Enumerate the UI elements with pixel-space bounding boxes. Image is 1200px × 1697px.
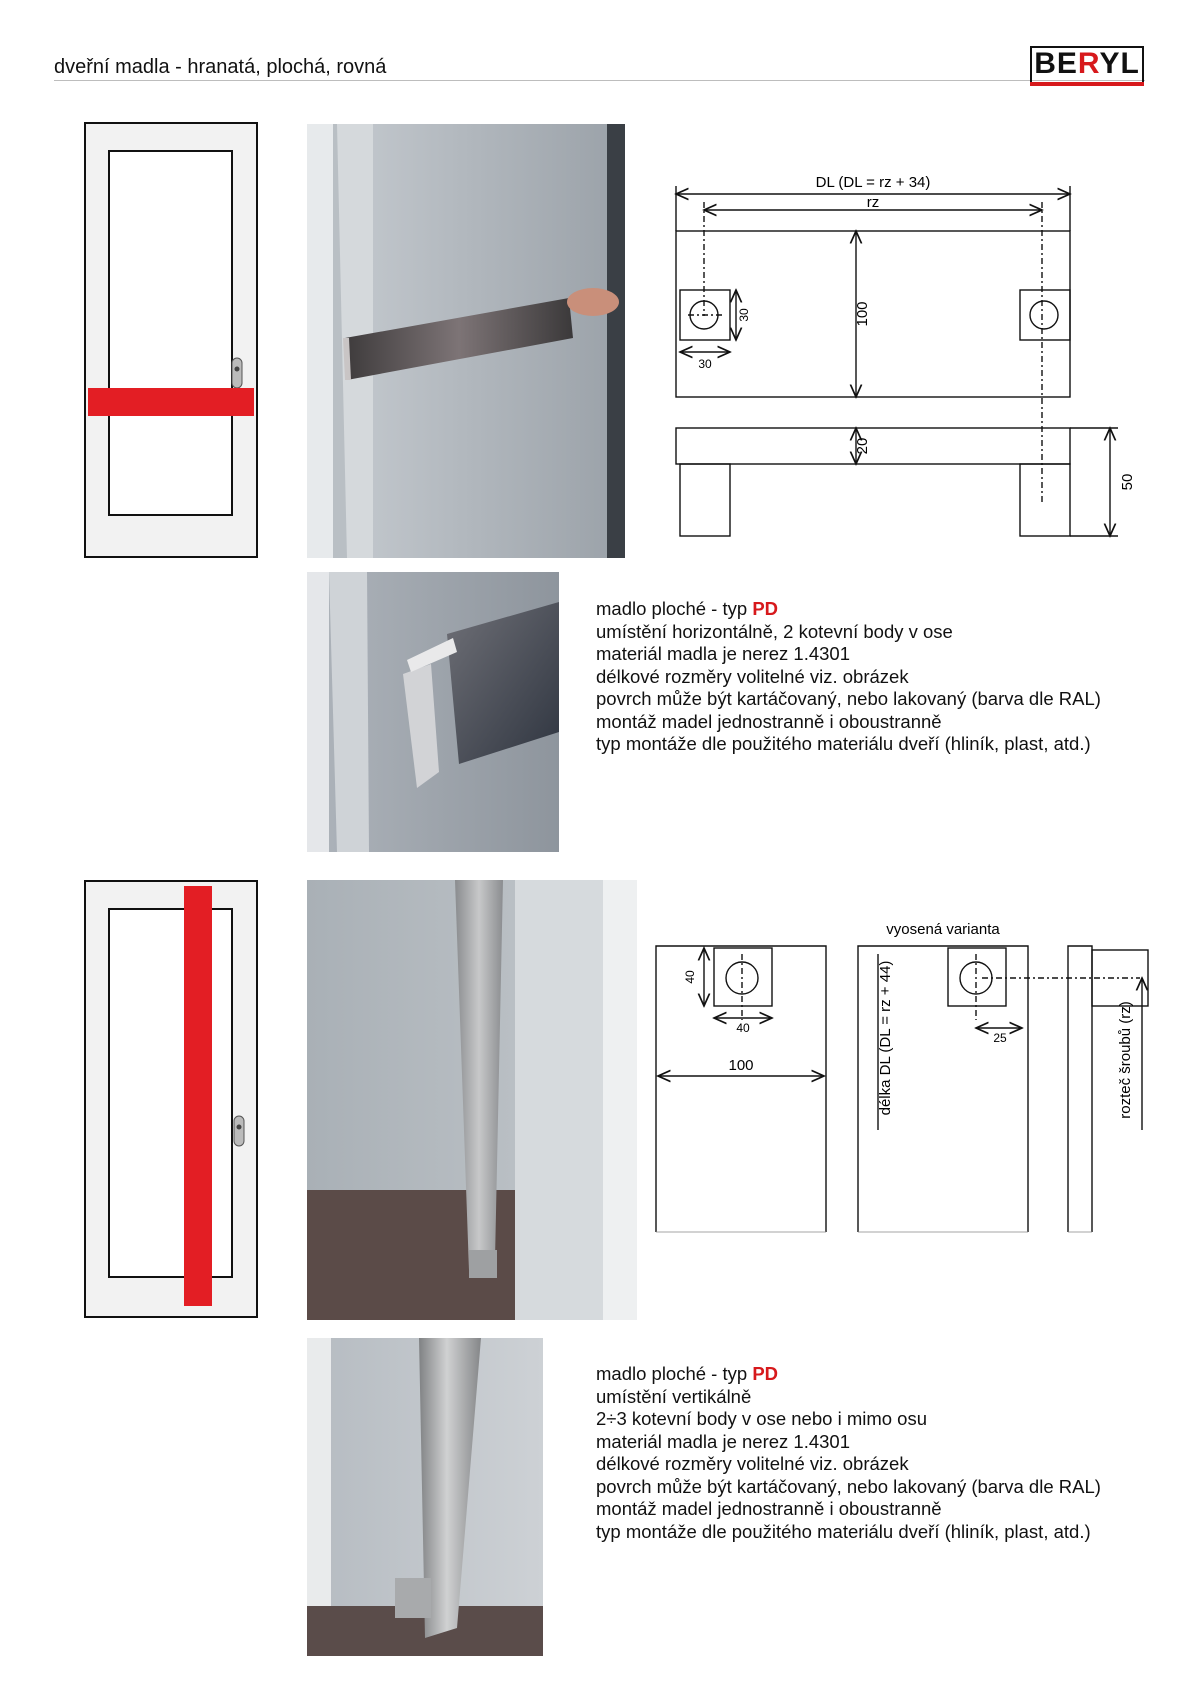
photo-horizontal-handle: [307, 124, 625, 558]
dim-pad-width-label: 30: [698, 357, 712, 371]
page-title: dveřní madla - hranatá, plochá, rovná: [54, 56, 387, 78]
description-vertical: [596, 1363, 1101, 1543]
photo-vertical-detail: [307, 1338, 543, 1656]
door-schematic-horizontal: [84, 122, 260, 560]
type-code: PD: [752, 1363, 779, 1384]
desc-line: povrch může být kartáčovaný, nebo lakovaný (barva dle RAL): [596, 688, 1101, 709]
dim-pad-height-label: 30: [737, 308, 751, 322]
logo-text-2: R: [1077, 47, 1100, 80]
desc-line: délkové rozměry volitelné viz. obrázek: [596, 665, 909, 687]
dim-depth-label: 50: [1119, 473, 1136, 491]
desc-line: [596, 1363, 1101, 1386]
desc-line: [596, 598, 1101, 621]
dim-width-label: 100: [728, 1057, 754, 1074]
variant-label: vyosená varianta: [886, 921, 1000, 938]
handle-position-marker: [88, 388, 254, 416]
dim-length-label: délka DL (DL = rz + 44): [877, 960, 894, 1116]
photo-horizontal-detail: [307, 572, 559, 852]
door-schematic-vertical: [84, 880, 260, 1320]
desc-line: umístění horizontálně, 2 kotevní body v ose: [596, 620, 953, 642]
dim-pad-width-label: 40: [736, 1021, 750, 1035]
desc-line: montáž madel jednostranně i oboustranně: [596, 710, 942, 732]
photo-vertical-handle: [307, 880, 637, 1320]
desc-line: materiál madla je nerez 1.4301: [596, 643, 851, 664]
title-divider: [54, 80, 1145, 81]
desc-line: typ montáže dle použitého materiálu dveří (hliník, plast, atd.): [596, 1520, 1091, 1542]
desc-line: materiál madla je nerez 1.4301: [596, 1430, 851, 1452]
logo-text-1: BE: [1034, 47, 1078, 80]
desc-line: montáž madel jednostranně i oboustranně: [596, 1498, 942, 1519]
desc-prefix: madlo ploché - typ: [596, 598, 753, 619]
desc-line: povrch může být kartáčovaný, nebo lakovaný (barva dle RAL): [596, 1475, 1101, 1497]
desc-line: délkové rozměry volitelné viz. obrázek: [596, 1453, 909, 1474]
beryl-logo: [1030, 46, 1144, 84]
logo-underline: [1030, 82, 1144, 86]
dim-dl-label: DL (DL = rz + 34): [815, 174, 931, 191]
dim-height-label: 100: [854, 301, 871, 327]
desc-line: 2÷3 kotevní body v ose nebo i mimo osu: [596, 1408, 928, 1429]
technical-drawing-horizontal: [660, 172, 1160, 552]
desc-prefix: madlo ploché - typ: [596, 1363, 753, 1384]
dim-offset-label: 25: [993, 1031, 1007, 1045]
handle-position-marker: [184, 886, 212, 1306]
dim-rz-label: rz: [866, 194, 880, 211]
dim-thickness-label: 20: [854, 437, 871, 455]
desc-line: typ montáže dle použitého materiálu dveří (hliník, plast, atd.): [596, 733, 1091, 754]
type-code: PD: [752, 598, 779, 619]
description-horizontal: [596, 598, 1101, 756]
desc-line: umístění vertikálně: [596, 1385, 752, 1407]
dim-spacing-label: rozteč šroubů (rz): [1117, 1001, 1134, 1119]
dim-pad-height-label: 40: [683, 970, 697, 984]
technical-drawing-vertical: [650, 910, 1160, 1240]
logo-text-3: YL: [1099, 47, 1140, 80]
